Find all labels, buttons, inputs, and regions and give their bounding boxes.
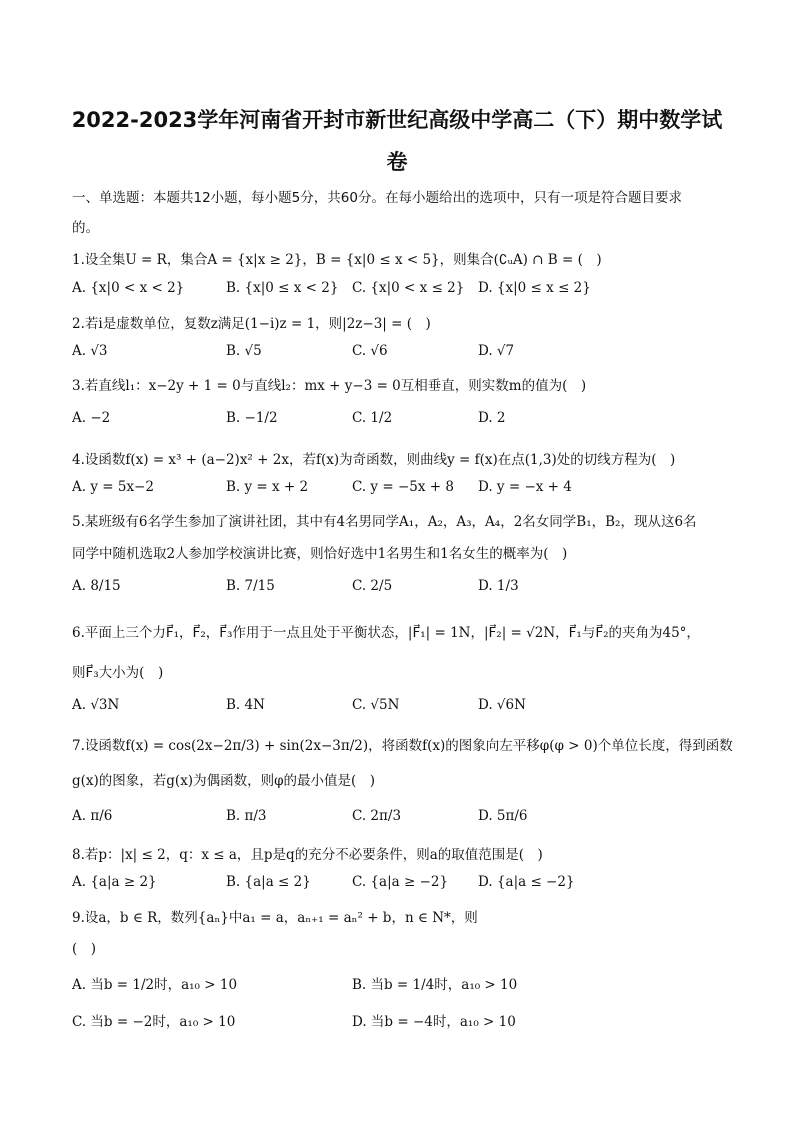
question-6-stem: 6.平面上三个力F⃗₁，F⃗₂，F⃗₃作用于一点且处于平衡状态，|F⃗₁| = 1N，|F⃗₂| = √2N，F⃗₁与F⃗₂的夹角为45°， [72,625,700,641]
exam-title: 2022-2023学年河南省开封市新世纪高级中学高二（下）期中数学试 [71,108,723,132]
question-6-option-b: B. 4N [226,697,265,713]
question-7-stem: 7.设函数f(x) = cos(2x−2π/3) + sin(2x−3π/2)，将函数f(x)的图象向左平移φ(φ > 0)个单位长度，得到函数 [72,738,733,754]
question-9-option-b: B. 当b = 1/4时，a₁₀ > 10 [352,977,518,993]
question-4-option-b: B. y = x + 2 [226,479,309,495]
exam-title-continued: 卷 [386,150,408,174]
question-2-option-b: B. √5 [226,343,262,359]
question-7-option-d: D. 5π/6 [478,808,528,824]
question-9-option-c: C. 当b = −2时，a₁₀ > 10 [72,1014,236,1030]
question-2-option-d: D. √7 [478,343,515,359]
question-9-option-a: A. 当b = 1/2时，a₁₀ > 10 [72,977,238,993]
question-4-option-d: D. y = −x + 4 [478,479,572,495]
question-8-option-b: B. {a|a ≤ 2} [226,874,311,890]
question-4-option-c: C. y = −5x + 8 [352,479,454,495]
question-8-option-a: A. {a|a ≥ 2} [72,874,157,890]
question-6-option-a: A. √3N [72,697,120,713]
question-3-option-c: C. 1/2 [352,410,393,426]
question-1-option-d: D. {x|0 ≤ x ≤ 2} [478,280,591,296]
question-2-option-c: C. √6 [352,343,388,359]
question-6-option-d: D. √6N [478,697,526,713]
question-9-stem-continued: ( ) [72,941,97,957]
question-4-stem: 4.设函数f(x) = x³ + (a−2)x² + 2x，若f(x)为奇函数，则曲线y = f(x)在点(1,3)处的切线方程为( ) [72,452,676,468]
question-5-option-c: C. 2/5 [352,578,393,594]
question-1-option-a: A. {x|0 < x < 2} [72,280,185,296]
question-8-stem: 8.若p：|x| ≤ 2，q：x ≤ a，且p是q的充分不必要条件，则a的取值范围是( ) [72,847,543,863]
question-4-option-a: A. y = 5x−2 [72,479,154,495]
question-3-option-a: A. −2 [72,410,111,426]
question-1-option-b: B. {x|0 ≤ x < 2} [226,280,339,296]
question-7-option-c: C. 2π/3 [352,808,402,824]
question-1-stem: 1.设全集U = R，集合A = {x|x ≥ 2}，B = {x|0 ≤ x < 5}，则集合(∁ᵤA) ∩ B = ( ) [72,252,602,268]
question-8-option-c: C. {a|a ≥ −2} [352,874,449,890]
question-8-option-d: D. {a|a ≤ −2} [478,874,575,890]
question-6-option-c: C. √5N [352,697,400,713]
question-1-option-c: C. {x|0 < x ≤ 2} [352,280,465,296]
section-instruction-continued: 的。 [72,220,99,236]
question-9-stem: 9.设a，b ∈ R，数列{aₙ}中a₁ = a，aₙ₊₁ = aₙ² + b，n ∈ N*，则 [72,910,478,926]
question-7-option-a: A. π/6 [72,808,113,824]
question-3-stem: 3.若直线l₁：x−2y + 1 = 0与直线l₂：mx + y−3 = 0互相垂直，则实数m的值为( ) [72,378,587,394]
question-2-stem: 2.若i是虚数单位，复数z满足(1−i)z = 1，则|2z−3| = ( ) [72,316,431,332]
question-7-stem-continued: g(x)的图象，若g(x)为偶函数，则φ的最小值是( ) [72,773,376,789]
question-7-option-b: B. π/3 [226,808,267,824]
question-6-stem-continued: 则F⃗₃大小为( ) [72,665,164,681]
question-2-option-a: A. √3 [72,343,108,359]
question-5-option-a: A. 8/15 [72,578,121,594]
question-3-option-d: D. 2 [478,410,506,426]
question-5-stem-continued: 同学中随机选取2人参加学校演讲比赛，则恰好选中1名男生和1名女生的概率为( ) [72,546,568,562]
question-5-stem: 5.某班级有6名学生参加了演讲社团，其中有4名男同学A₁，A₂，A₃，A₄，2名女同学B₁，B₂，现从这6名 [72,514,697,530]
section-instruction: 一、单选题：本题共12小题，每小题5分，共60分。在每小题给出的选项中，只有一项是符合题目要求 [72,190,682,206]
question-3-option-b: B. −1/2 [226,410,278,426]
question-5-option-b: B. 7/15 [226,578,275,594]
question-5-option-d: D. 1/3 [478,578,519,594]
question-9-option-d: D. 当b = −4时，a₁₀ > 10 [352,1014,516,1030]
